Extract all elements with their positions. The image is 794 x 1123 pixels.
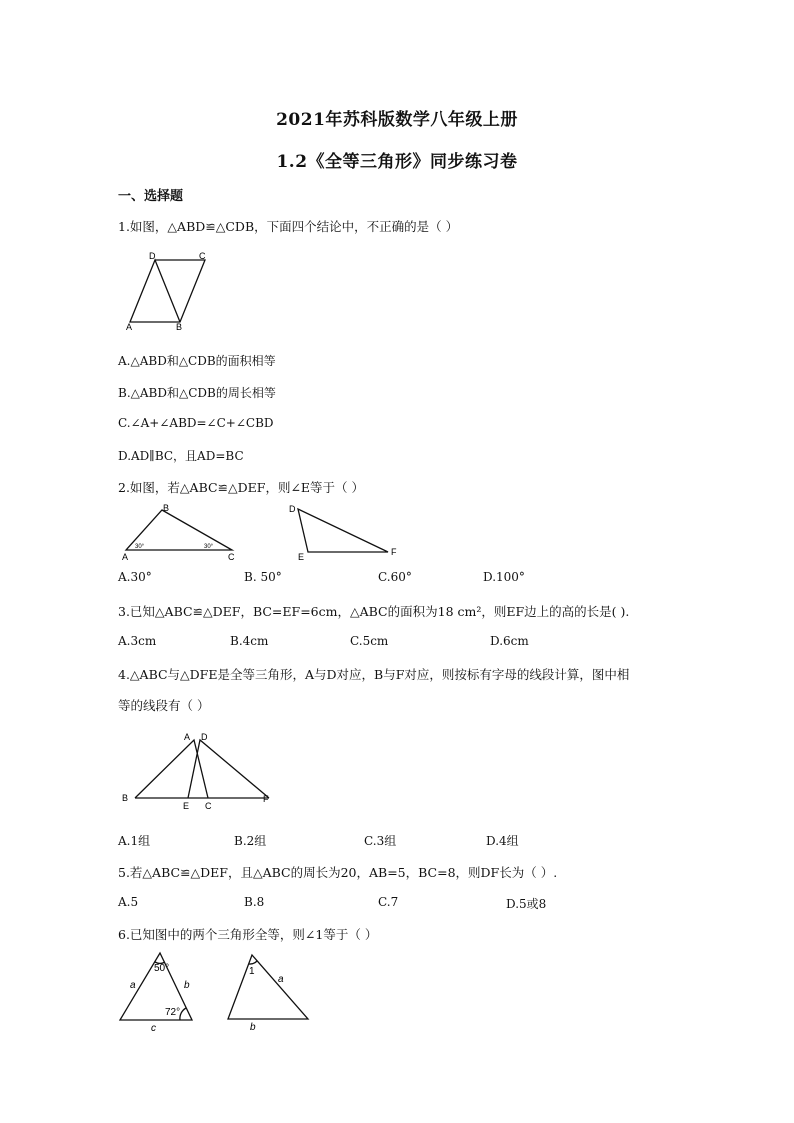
question-2-figure-def	[284, 502, 404, 564]
side-label: c	[151, 1023, 156, 1032]
question-2-figure-abc	[118, 502, 248, 564]
question-5-option-d: D.5或8	[506, 897, 547, 911]
question-5-option-c: C.7	[378, 895, 399, 909]
figure-label: B	[176, 322, 183, 332]
question-2-option-a: A.30°	[118, 570, 152, 584]
page-subtitle: 1.2《全等三角形》同步练习卷	[276, 152, 518, 172]
question-4-option-c: C.3组	[364, 834, 397, 848]
angle-label: 50°	[154, 963, 170, 974]
question-3-option-d: D.6cm	[490, 634, 529, 648]
figure-label: E	[298, 552, 305, 562]
figure-label: D	[201, 732, 208, 742]
side-label: a	[278, 974, 284, 985]
triangle-def	[298, 509, 388, 552]
parallelogram-abcd	[130, 260, 205, 322]
question-1-option-b: B.△ABD和△CDB的周长相等	[118, 386, 276, 400]
question-4-option-a: A.1组	[118, 834, 151, 848]
page-title: 2021年苏科版数学八年级上册	[276, 110, 518, 130]
question-1-option-a: A.△ABD和△CDB的面积相等	[118, 354, 276, 368]
question-2-option-c: C.60°	[378, 570, 412, 584]
question-2-stem: 2.如图，若△ABC≌△DEF，则∠E等于（ ）	[118, 480, 365, 495]
question-4-stem-line1: 4.△ABC与△DFE是全等三角形，A与D对应，B与F对应，则按标有字母的线段计算，图中相	[118, 667, 630, 682]
figure-label: B	[122, 793, 129, 803]
figure-label: D	[149, 251, 156, 261]
question-3-option-b: B.4cm	[230, 634, 269, 648]
figure-label: E	[183, 801, 190, 810]
triangle-abc	[135, 740, 208, 798]
figure-label: D	[289, 504, 296, 514]
triangle-dfe	[188, 740, 269, 798]
figure-label: C	[205, 801, 212, 810]
side-label: b	[184, 980, 190, 991]
figure-label: C	[199, 251, 206, 261]
side-label: b	[250, 1022, 256, 1032]
angle-label: 30°	[135, 544, 145, 550]
angle-label: 30°	[204, 544, 214, 550]
question-5-option-b: B.8	[244, 895, 265, 909]
question-6-figure-left	[118, 950, 202, 1032]
figure-label: A	[122, 552, 129, 562]
question-3-option-c: C.5cm	[350, 634, 389, 648]
question-3-option-a: A.3cm	[118, 634, 157, 648]
figure-label: C	[228, 552, 235, 562]
figure-label: F	[263, 794, 269, 804]
question-1-stem: 1.如图，△ABD≌△CDB，下面四个结论中，不正确的是（ ）	[118, 219, 459, 234]
triangle-right	[228, 955, 308, 1019]
angle-label: 1	[249, 966, 255, 977]
question-4-option-d: D.4组	[486, 834, 519, 848]
question-1-option-c: C.∠A+∠ABD=∠C+∠CBD	[118, 416, 274, 430]
question-4-option-b: B.2组	[234, 834, 267, 848]
question-6-stem: 6.已知图中的两个三角形全等，则∠1等于（ ）	[118, 927, 378, 942]
question-2-option-b: B. 50°	[244, 570, 282, 584]
side-label: a	[130, 980, 136, 991]
question-1-figure	[118, 248, 218, 334]
question-4-stem-line2: 等的线段有（ ）	[118, 698, 210, 713]
question-6-figure-right	[222, 950, 314, 1032]
question-3-stem: 3.已知△ABC≌△DEF，BC=EF=6cm，△ABC的面积为18 cm²，则EF边上的高的长是( ).	[118, 604, 630, 619]
angle-label: 72°	[165, 1007, 181, 1018]
question-5-option-a: A.5	[118, 895, 139, 909]
figure-label: B	[163, 503, 170, 513]
figure-label: F	[391, 547, 397, 557]
angle-arc	[180, 1008, 186, 1020]
section-title: 一、选择题	[118, 189, 184, 204]
question-1-option-d: D.AD∥BC，且AD=BC	[118, 449, 244, 463]
question-2-option-d: D.100°	[483, 570, 525, 584]
question-5-stem: 5.若△ABC≌△DEF，且△ABC的周长为20，AB=5，BC=8，则DF长为（ ）.	[118, 865, 558, 880]
question-4-figure	[118, 728, 278, 810]
figure-label: A	[126, 322, 133, 332]
figure-label: A	[184, 732, 191, 742]
